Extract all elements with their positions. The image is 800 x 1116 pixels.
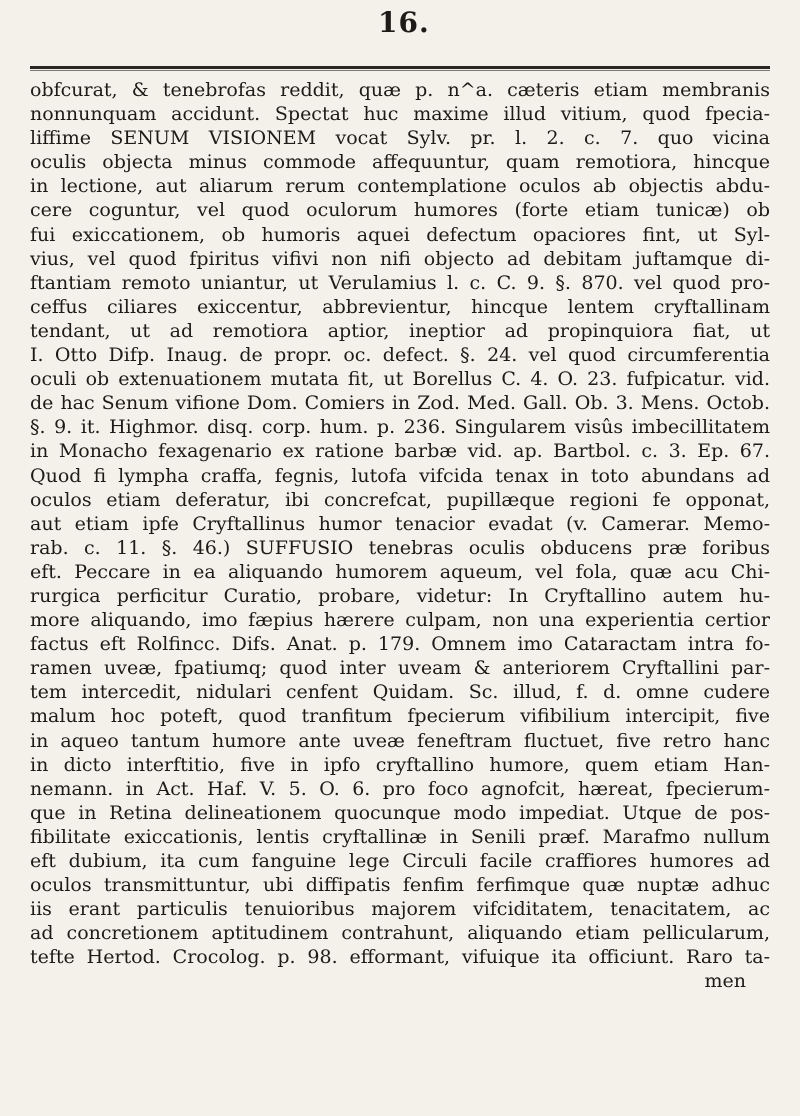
text-line: oculis objecta minus commode affequuntur, quam remotiora, hincque	[30, 151, 770, 174]
text-line: in dicto interftitio, five in ipfo cryftallino humore, quem etiam Han-	[30, 753, 770, 776]
text-line: fibilitate exiccationis, lentis cryftallinæ in Senili præf. Marafmo nullum	[30, 825, 770, 848]
text-line: Quod fi lympha craffa, fegnis, lutofa vifcida tenax in toto abundans ad	[30, 464, 770, 487]
text-line: ceffus ciliares exiccentur, abbrevientur, hincque lentem cryftallinam	[30, 295, 770, 318]
text-line: in lectione, aut aliarum rerum contemplatione oculos ab objectis abdu-	[30, 175, 770, 198]
catchword: men	[704, 970, 746, 993]
text-line: obfcurat, & tenebrofas reddit, quæ p. n^a. cæteris etiam membranis	[30, 79, 770, 101]
text-line: I. Otto Difp. Inaug. de propr. oc. defect. §. 24. vel quod circumferentia	[30, 344, 770, 367]
text-line: nonnunquam accidunt. Spectat huc maxime illud vitium, quod fpecia-	[30, 103, 770, 126]
text-line: eft. Peccare in ea aliquando humorem aqueum, vel fola, quæ acu Chi-	[30, 560, 770, 583]
text-line: malum hoc poteft, quod tranfitum fpecierum vifibilium intercipit, five	[30, 705, 770, 728]
text-line: aut etiam ipfe Cryftallinus humor tenacior evadat (v. Camerar. Memo-	[30, 512, 770, 535]
text-line: §. 9. it. Highmor. disq. corp. hum. p. 236. Singularem visûs imbecillitatem	[30, 416, 770, 439]
text-line: in aqueo tantum humore ante uveæ feneftram fluctuet, five retro hanc	[30, 729, 770, 752]
header-rule	[30, 66, 770, 69]
text-line: in Monacho fexagenario ex ratione barbæ vid. ap. Bartbol. c. 3. Ep. 67.	[30, 440, 770, 463]
text-line: que in Retina delineationem quocunque modo impediat. Utque de pos-	[30, 801, 770, 824]
text-line: cere coguntur, vel quod oculorum humores (forte etiam tunicæ) ob	[30, 199, 770, 222]
page-number: 16.	[378, 6, 430, 39]
body-text	[30, 78, 770, 994]
text-line: ftantiam remoto uniantur, ut Verulamius l. c. C. 9. §. 870. vel quod pro-	[30, 271, 770, 294]
text-line: nemann. in Act. Haf. V. 5. O. 6. pro foco agnofcit, hæreat, fpecierum-	[30, 777, 770, 800]
text-line: ad concretionem aptitudinem contrahunt, aliquando etiam pellicularum,	[30, 922, 770, 945]
text-line: iis erant particulis tenuioribus majorem vifciditatem, tenacitatem, ac	[30, 898, 770, 921]
text-line: factus eft Rolfincc. Difs. Anat. p. 179. Omnem imo Cataractam intra fo-	[30, 633, 770, 656]
text-line: oculos etiam deferatur, ibi concrefcat, pupillæque regioni fe opponat,	[30, 488, 770, 511]
text-line: vius, vel quod fpiritus vifivi non nifi objecto ad debitam juftamque di-	[30, 247, 770, 270]
text-line: liffime SENUM VISIONEM vocat Sylv. pr. l. 2. c. 7. quo vicina	[30, 127, 770, 150]
header-rule-thin	[30, 70, 770, 71]
text-line: fui exiccationem, ob humoris aquei defectum opaciores fint, ut Syl-	[30, 223, 770, 246]
text-line: tem intercedit, nidulari cenfent Quidam. Sc. illud, f. d. omne cudere	[30, 681, 770, 704]
text-line: eft dubium, ita cum fanguine lege Circuli facile craffiores humores ad	[30, 850, 770, 872]
text-line: oculi ob extenuationem mutata fit, ut Borellus C. 4. O. 23. fufpicatur. vid.	[30, 368, 770, 391]
text-line: ramen uveæ, fpatiumq; quod inter uveam & anteriorem Cryftallini par-	[30, 657, 770, 680]
text-line: tendant, ut ad remotiora aptior, ineptior ad propinquiora fiat, ut	[30, 319, 770, 342]
text-line: oculos transmittuntur, ubi diffipatis fenfim ferfimque quæ nuptæ adhuc	[30, 874, 770, 897]
text-line: rurgica perficitur Curatio, probare, videtur: In Cryftallino autem hu-	[30, 584, 770, 607]
text-line: tefte Hertod. Crocolog. p. 98. efformant, vifuique ita officiunt. Raro ta-	[30, 946, 770, 969]
text-line: more aliquando, imo fæpius hærere culpam, non una experientia certior	[30, 609, 770, 632]
text-line: de hac Senum vifione Dom. Comiers in Zod. Med. Gall. Ob. 3. Mens. Octob.	[30, 392, 770, 415]
text-line: rab. c. 11. §. 46.) SUFFUSIO tenebras oculis obducens præ foribus	[30, 536, 770, 559]
